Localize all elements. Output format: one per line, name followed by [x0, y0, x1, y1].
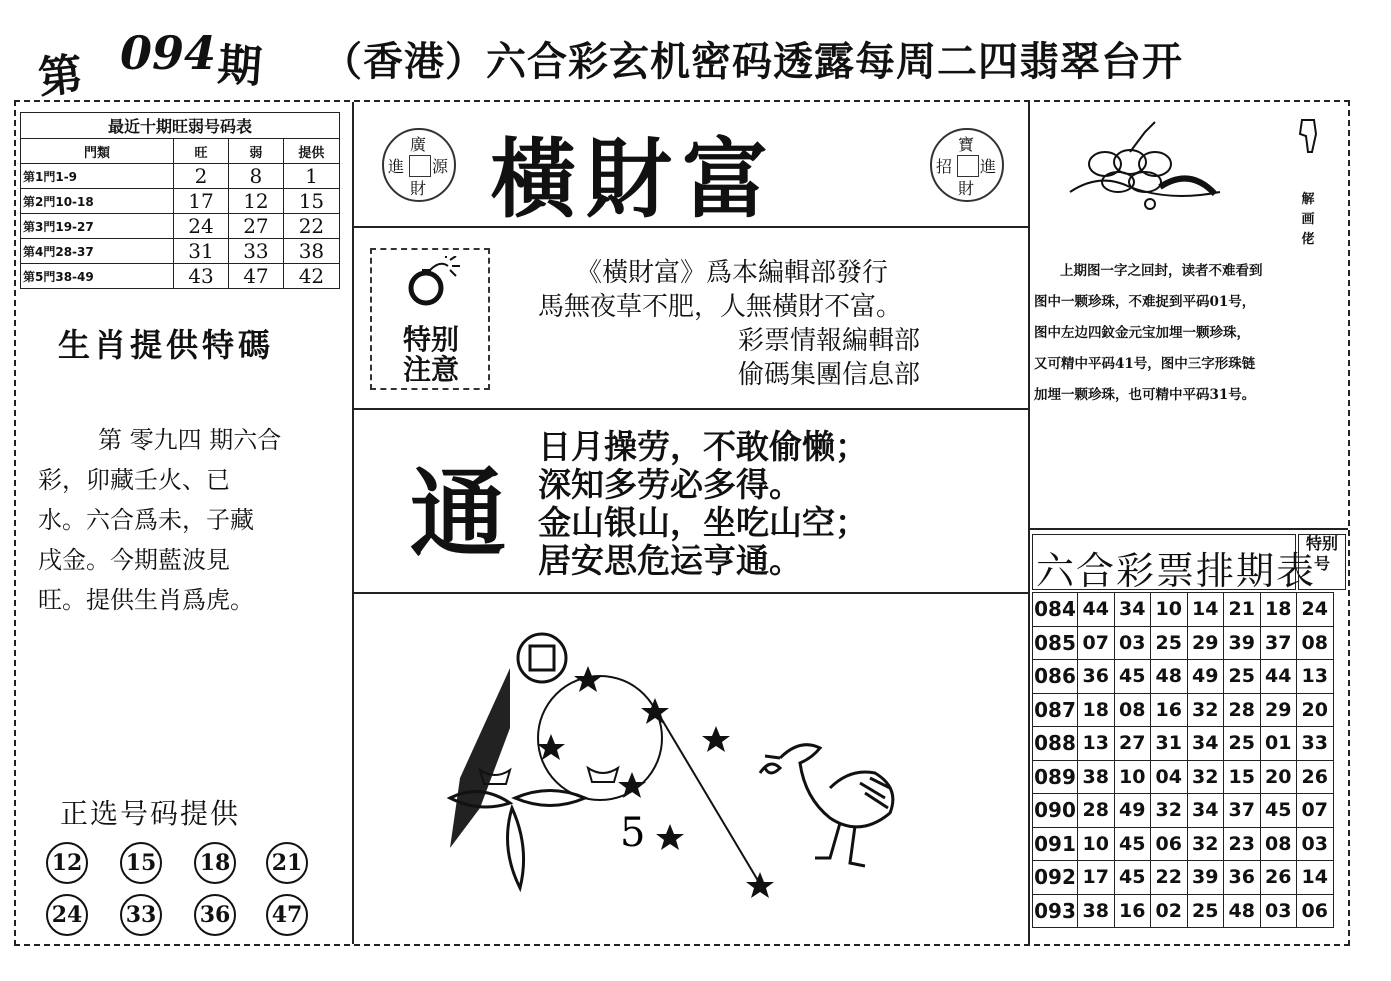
stats-table	[20, 112, 340, 289]
notice-line: 《橫財富》爲本編輯部發行	[576, 258, 889, 288]
schedule-row	[1033, 693, 1334, 727]
poem-block	[538, 428, 868, 580]
stats-cell: 2	[174, 164, 229, 189]
schedule-number: 27	[1114, 727, 1151, 761]
schedule-number: 32	[1187, 827, 1224, 861]
pick-number: 47	[266, 894, 308, 936]
stats-cell: 38	[283, 239, 339, 264]
stats-cell: 27	[228, 214, 283, 239]
schedule-number: 32	[1151, 794, 1188, 828]
star-icon	[574, 666, 602, 692]
pick-number: 12	[46, 842, 88, 884]
stats-row-label: 第1門1-9	[21, 164, 174, 189]
ingot-icon	[588, 768, 618, 782]
schedule-number: 32	[1187, 760, 1224, 794]
stats-row-label: 第4門28-37	[21, 239, 174, 264]
zodiac-line: 第 零九四 期六合	[98, 426, 282, 454]
schedule-number: 29	[1187, 626, 1224, 660]
poem-line: 居安思危运亨通。	[538, 541, 802, 580]
stats-header: 弱	[228, 139, 283, 164]
coin-hole	[957, 155, 979, 177]
coin-char: 廣	[410, 135, 427, 154]
leaf-icon	[508, 808, 524, 888]
schedule-special-number: 13	[1297, 660, 1334, 694]
hint-line: 加埋一颗珍珠，也可精中平码31号。	[1034, 387, 1256, 403]
stats-row	[21, 164, 340, 189]
poem-line: 深知多劳必多得。	[538, 465, 802, 504]
schedule-number: 45	[1260, 794, 1297, 828]
schedule-number: 18	[1078, 693, 1115, 727]
picks-heading: 正选号码提供	[60, 797, 241, 830]
schedule-number: 37	[1260, 626, 1297, 660]
schedule-special-number: 08	[1297, 626, 1334, 660]
schedule-special-number: 26	[1297, 760, 1334, 794]
schedule-number: 17	[1078, 861, 1115, 895]
zodiac-line: 旺。提供生肖爲虎。	[38, 586, 254, 614]
star-icon	[746, 872, 774, 898]
puzzle-digit: 5	[620, 810, 646, 856]
divider-center-2	[352, 408, 1028, 410]
pearl-chain-illustration	[1050, 112, 1240, 217]
schedule-number: 45	[1114, 660, 1151, 694]
stats-cell: 8	[228, 164, 283, 189]
schedule-number: 39	[1224, 626, 1261, 660]
schedule-number: 18	[1260, 593, 1297, 627]
header-qi: 期	[215, 39, 264, 94]
pick-number: 36	[194, 894, 236, 936]
schedule-special-number: 06	[1297, 894, 1334, 928]
coin-char: 財	[410, 179, 427, 198]
stats-header: 提供	[283, 139, 339, 164]
schedule-number: 37	[1224, 794, 1261, 828]
schedule-number: 44	[1078, 593, 1115, 627]
stats-cell: 1	[283, 164, 339, 189]
notice-line: 彩票情報編輯部	[738, 326, 921, 356]
schedule-number: 16	[1114, 894, 1151, 928]
schedule-number: 45	[1114, 861, 1151, 895]
notice-label-2: 注意	[402, 353, 459, 386]
pointing-hand-icon	[1294, 116, 1324, 156]
coin-char: 進	[980, 157, 997, 176]
schedule-number: 20	[1260, 760, 1297, 794]
star-icon	[641, 698, 669, 724]
coin-char: 源	[432, 157, 449, 176]
stats-cell: 31	[174, 239, 229, 264]
stats-row	[21, 189, 340, 214]
schedule-number: 03	[1260, 894, 1297, 928]
stats-cell: 47	[228, 264, 283, 289]
schedule-number: 10	[1078, 827, 1115, 861]
schedule-title: 六合彩票排期表	[1036, 549, 1317, 593]
schedule-special-number: 24	[1297, 593, 1334, 627]
notice-box	[370, 248, 490, 390]
schedule-special-number: 20	[1297, 693, 1334, 727]
divider-right-1	[1028, 528, 1348, 530]
issue-number: 094	[120, 26, 217, 80]
zodiac-paragraph	[38, 420, 322, 620]
schedule-number: 34	[1187, 727, 1224, 761]
hint-line: 图中左边四鈫金元宝加埋一颗珍珠，	[1034, 325, 1250, 341]
header-di: 第	[35, 48, 86, 105]
schedule-number: 49	[1114, 794, 1151, 828]
stats-cell: 33	[228, 239, 283, 264]
schedule-issue: 091	[1033, 827, 1078, 861]
schedule-row	[1033, 861, 1334, 895]
schedule-number: 10	[1151, 593, 1188, 627]
pick-number: 24	[46, 894, 88, 936]
stats-cell: 24	[174, 214, 229, 239]
schedule-number: 49	[1187, 660, 1224, 694]
schedule-number: 48	[1151, 660, 1188, 694]
schedule-number: 25	[1224, 727, 1261, 761]
coin-char: 進	[388, 157, 405, 176]
notice-line: 馬無夜草不肥，人無橫財不富。	[538, 292, 903, 322]
schedule-number: 01	[1260, 727, 1297, 761]
coin-char: 寶	[958, 135, 975, 154]
divider-left	[352, 102, 354, 944]
zodiac-line: 水。六合爲未，子藏	[38, 506, 254, 534]
schedule-number: 25	[1151, 626, 1188, 660]
schedule-row	[1033, 894, 1334, 928]
page-title: （香港）六合彩玄机密码透露每周二四翡翠台开	[322, 38, 1183, 85]
brand-title: 橫財富	[490, 129, 778, 230]
pick-number: 33	[120, 894, 162, 936]
schedule-number: 48	[1224, 894, 1261, 928]
star-icon	[618, 772, 646, 798]
schedule-number: 34	[1114, 593, 1151, 627]
zodiac-line: 彩，卯藏壬火、已	[38, 466, 230, 494]
stats-row-label: 第2門10-18	[21, 189, 174, 214]
poem-line: 日月操劳，不敢偷懒；	[538, 427, 868, 466]
schedule-number: 36	[1224, 861, 1261, 895]
divider-center-3	[352, 592, 1028, 594]
schedule-row	[1033, 760, 1334, 794]
schedule-number: 02	[1151, 894, 1188, 928]
stats-cell: 42	[283, 264, 339, 289]
zodiac-heading: 生肖提供特碼	[58, 326, 275, 364]
schedule-number: 25	[1187, 894, 1224, 928]
hint-line: 又可精中平码41号，图中三字形珠链	[1034, 356, 1256, 372]
schedule-number: 44	[1260, 660, 1297, 694]
coin-right-icon	[930, 128, 1004, 202]
hint-line: 图中一颗珍珠，不难捉到平码01号，	[1034, 294, 1256, 310]
schedule-number: 26	[1260, 861, 1297, 895]
schedule-number: 38	[1078, 894, 1115, 928]
star-icons	[537, 666, 774, 898]
schedule-number: 38	[1078, 760, 1115, 794]
schedule-special-number: 33	[1297, 727, 1334, 761]
bomb-icon	[400, 256, 470, 306]
schedule-special-number: 07	[1297, 794, 1334, 828]
crane-bird-icon	[760, 745, 893, 866]
hint-note	[1034, 256, 1338, 411]
stats-header: 旺	[174, 139, 229, 164]
schedule-number: 03	[1114, 626, 1151, 660]
stats-cell: 43	[174, 264, 229, 289]
schedule-number: 31	[1151, 727, 1188, 761]
stats-header: 門類	[21, 139, 174, 164]
star-icon	[702, 726, 730, 752]
coin-icon	[518, 634, 566, 682]
schedule-number: 08	[1260, 827, 1297, 861]
stats-row	[21, 264, 340, 289]
stats-row-label: 第3門19-27	[21, 214, 174, 239]
stats-row	[21, 239, 340, 264]
schedule-number: 06	[1151, 827, 1188, 861]
coin-hole	[409, 155, 431, 177]
schedule-number: 23	[1224, 827, 1261, 861]
schedule-number: 15	[1224, 760, 1261, 794]
stats-header-row	[21, 139, 340, 164]
schedule-row	[1033, 593, 1334, 627]
schedule-row	[1033, 727, 1334, 761]
chain-line	[655, 708, 760, 884]
schedule-number: 04	[1151, 760, 1188, 794]
star-icon	[656, 824, 684, 850]
notice-line: 偷碼集團信息部	[738, 360, 921, 390]
schedule-issue: 089	[1033, 760, 1078, 794]
schedule-row	[1033, 626, 1334, 660]
schedule-table	[1032, 592, 1334, 928]
schedule-row	[1033, 660, 1334, 694]
schedule-issue: 086	[1033, 660, 1078, 694]
leaf-icon	[515, 791, 585, 806]
schedule-number: 45	[1114, 827, 1151, 861]
schedule-number: 29	[1260, 693, 1297, 727]
coin-char: 財	[958, 179, 975, 198]
schedule-number: 07	[1078, 626, 1115, 660]
zodiac-line: 戌金。今期藍波見	[38, 546, 230, 574]
schedule-special-number: 03	[1297, 827, 1334, 861]
hint-label: 解画佬	[1301, 192, 1315, 247]
stats-row-label: 第5門38-49	[21, 264, 174, 289]
schedule-number: 34	[1187, 794, 1224, 828]
schedule-number: 08	[1114, 693, 1151, 727]
pick-number: 15	[120, 842, 162, 884]
schedule-number: 36	[1078, 660, 1115, 694]
schedule-issue: 085	[1033, 626, 1078, 660]
schedule-row	[1033, 794, 1334, 828]
schedule-number: 16	[1151, 693, 1188, 727]
divider-right	[1028, 102, 1030, 944]
coin-char: 招	[936, 157, 953, 176]
schedule-number: 14	[1187, 593, 1224, 627]
schedule-number: 25	[1224, 660, 1261, 694]
stats-cell: 12	[228, 189, 283, 214]
pick-number: 21	[266, 842, 308, 884]
stats-row	[21, 214, 340, 239]
puzzle-illustration	[420, 608, 960, 938]
schedule-issue: 090	[1033, 794, 1078, 828]
schedule-issue: 084	[1033, 593, 1078, 627]
schedule-issue: 092	[1033, 861, 1078, 895]
stats-cell: 17	[174, 189, 229, 214]
schedule-number: 21	[1224, 593, 1261, 627]
schedule-number: 32	[1187, 693, 1224, 727]
schedule-number: 39	[1187, 861, 1224, 895]
poem-line: 金山银山，坐吃山空；	[538, 503, 868, 542]
schedule-special-number: 14	[1297, 861, 1334, 895]
poem-big-char: 通	[410, 458, 506, 570]
schedule-number: 10	[1114, 760, 1151, 794]
stats-cell: 22	[283, 214, 339, 239]
schedule-number: 28	[1078, 794, 1115, 828]
schedule-issue: 093	[1033, 894, 1078, 928]
notice-label-1: 特别	[402, 323, 459, 356]
hint-line: 上期图一字之回封，读者不难看到	[1060, 263, 1263, 279]
schedule-number: 28	[1224, 693, 1261, 727]
stats-cell: 15	[283, 189, 339, 214]
schedule-issue: 088	[1033, 727, 1078, 761]
schedule-row	[1033, 827, 1334, 861]
stats-title: 最近十期旺弱号码表	[20, 112, 340, 138]
schedule-special-label: 特别号	[1305, 534, 1338, 573]
schedule-number: 13	[1078, 727, 1115, 761]
schedule-number: 22	[1151, 861, 1188, 895]
coin-left-icon	[382, 128, 456, 202]
schedule-issue: 087	[1033, 693, 1078, 727]
pick-number: 18	[194, 842, 236, 884]
brush-stroke-icon	[450, 668, 510, 848]
